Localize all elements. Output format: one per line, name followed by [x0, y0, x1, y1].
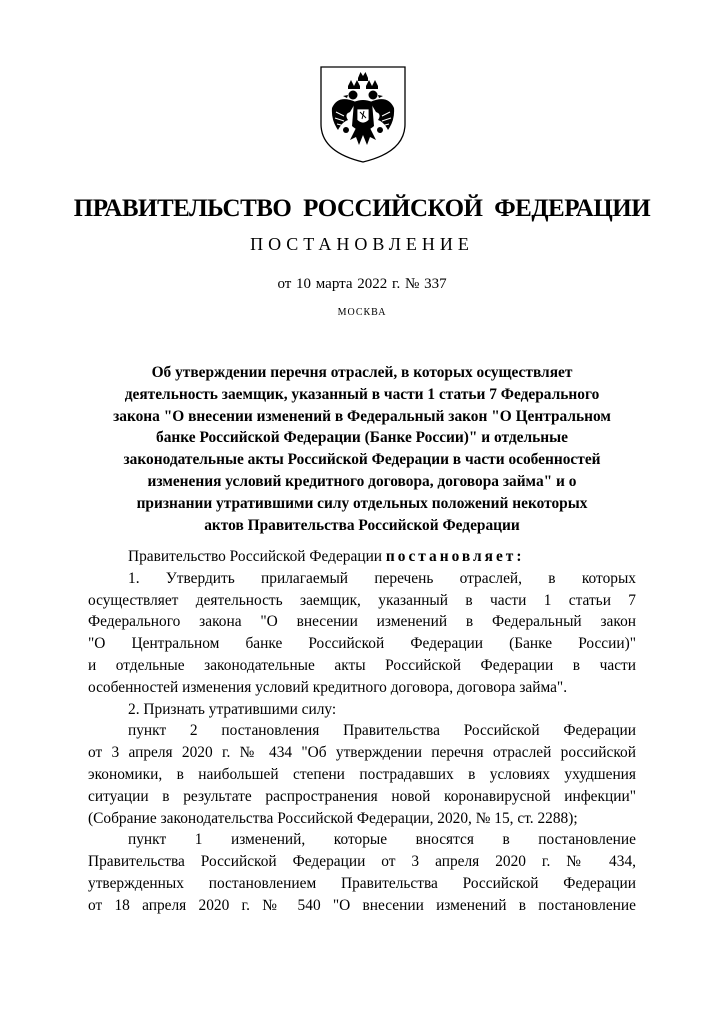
- body-line: осуществляет деятельность заемщик, указанный в части 1 статьи 7: [88, 591, 636, 609]
- body-line: пункт 1 изменений, которые вносятся в постановление: [128, 831, 636, 849]
- subject-line: банке Российской Федерации (Банке России)" и отдельные: [156, 429, 568, 447]
- government-title: ПРАВИТЕЛЬСТВО РОССИЙСКОЙ ФЕДЕРАЦИИ: [73, 195, 651, 222]
- body-line: экономики, в наибольшей степени пострадавших в условиях ухудшения: [88, 765, 636, 783]
- decree-subject: [90, 362, 634, 536]
- body-line: 1. Утвердить прилагаемый перечень отраслей, в которых: [128, 569, 636, 587]
- date-and-number: от 10 марта 2022 г. № 337: [277, 276, 447, 292]
- body-line: Правительства Российской Федерации от 3 апреля 2020 г. № 434,: [88, 853, 636, 871]
- subject-line: актов Правительства Российской Федерации: [204, 516, 520, 534]
- subject-line: закона "О внесении изменений в Федеральный закон "О Центральном: [113, 407, 611, 425]
- body-line: от 18 апреля 2020 г. № 540 "О внесении изменений в постановление: [88, 896, 636, 914]
- body-line: "О Центральном банке Российской Федерации (Банке России)": [88, 635, 636, 653]
- body-line: пункт 2 постановления Правительства Российской Федерации: [128, 722, 636, 740]
- body-line: особенностей изменения условий кредитного договора, договора займа".: [88, 678, 568, 696]
- document-type: ПОСТАНОВЛЕНИЕ: [250, 234, 474, 254]
- body-line: (Собрание законодательства Российской Федерации, 2020, № 15, ст. 2288);: [88, 809, 578, 827]
- body-line: и отдельные законодательные акты Российской Федерации в части: [88, 656, 636, 674]
- body-line: Федерального закона "О внесении изменений в Федеральный закон: [88, 613, 636, 631]
- body-line: 2. Признать утратившими силу:: [128, 700, 337, 718]
- decree-word: постановляет:: [385, 548, 525, 565]
- subject-line: Об утверждении перечня отраслей, в которых осуществляет: [151, 364, 573, 381]
- body-line: утвержденных постановлением Правительства Российской Федерации: [88, 874, 636, 892]
- subject-line: деятельность заемщик, указанный в части 1 статьи 7 Федерального: [124, 385, 600, 403]
- body-line: ситуации в результате распространения новой коронавирусной инфекции": [88, 787, 636, 805]
- coat-of-arms-emblem: [318, 64, 408, 164]
- body-line: от 3 апреля 2020 г. № 434 "Об утверждении перечня отраслей российской: [88, 744, 636, 762]
- subject-line: изменения условий кредитного договора, договора займа" и о: [147, 472, 577, 490]
- subject-line: признании утратившими силу отдельных положений некоторых: [136, 494, 588, 512]
- intro-text: Правительство Российской Федерации: [128, 548, 386, 565]
- subject-line: законодательные акты Российской Федерации в части особенностей: [123, 451, 601, 469]
- decree-body: [88, 546, 636, 917]
- intro-line: [88, 546, 636, 568]
- city: МОСКВА: [337, 307, 387, 318]
